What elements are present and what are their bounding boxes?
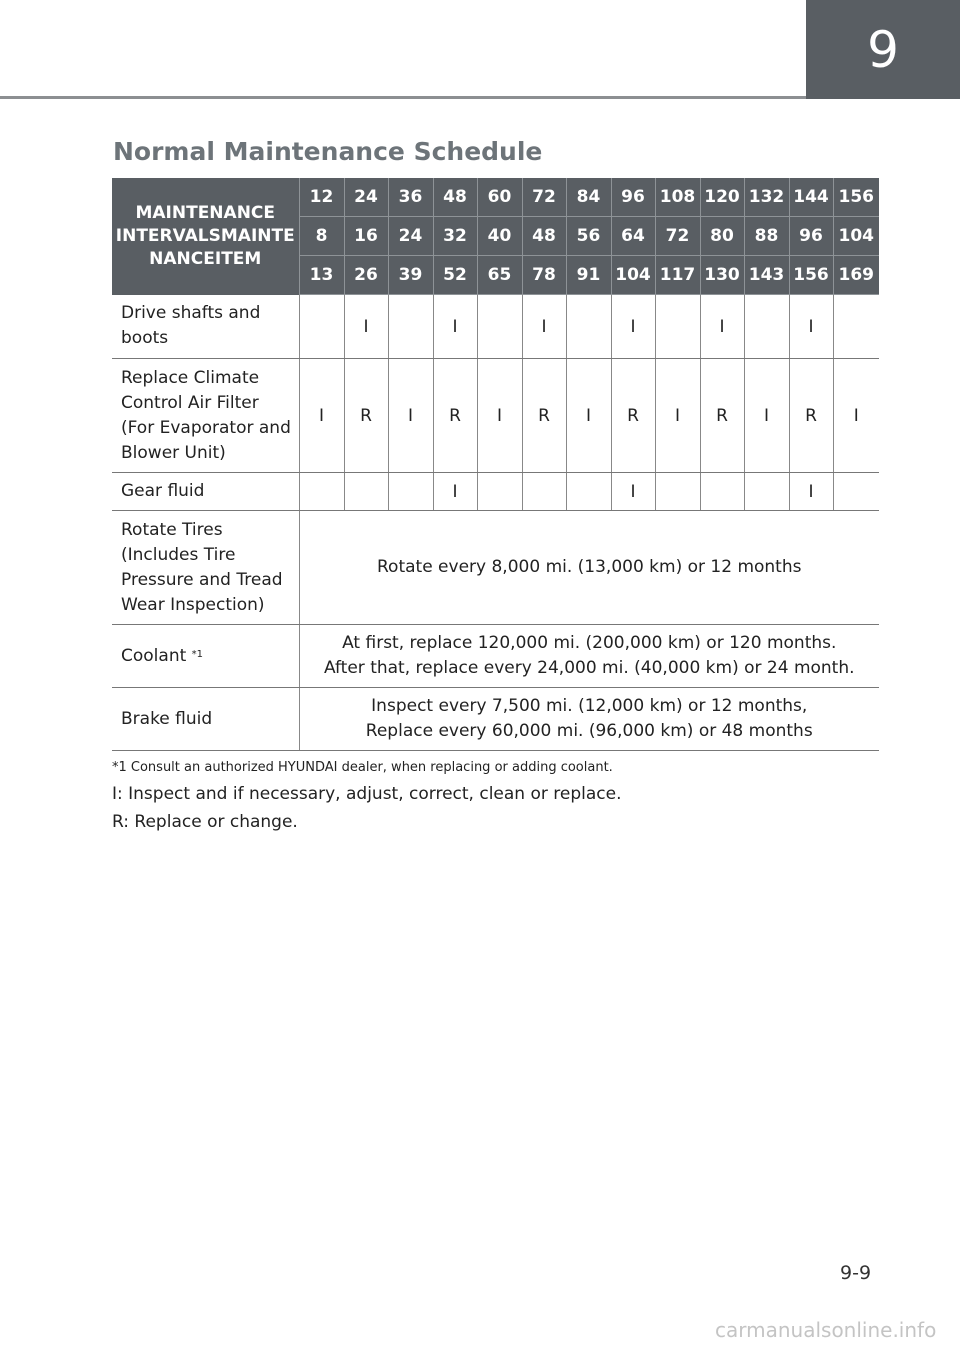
schedule-cell	[700, 473, 744, 511]
interval-value: 144	[789, 178, 833, 217]
schedule-cell: I	[655, 359, 700, 473]
schedule-cell	[388, 473, 433, 511]
interval-value: 84	[566, 178, 611, 217]
schedule-cell	[833, 473, 879, 511]
interval-value: 39	[388, 256, 433, 295]
page-number: 9-9	[840, 1262, 872, 1284]
interval-value: 16	[344, 217, 388, 256]
schedule-cell	[833, 295, 879, 359]
interval-value: 108	[655, 178, 700, 217]
interval-value: 96	[789, 217, 833, 256]
item-label: Gear fluid	[121, 481, 205, 501]
schedule-cell	[744, 473, 789, 511]
description-line: At first, replace 120,000 mi. (200,000 km) or 120 months.	[342, 633, 837, 653]
interval-value: 132	[744, 178, 789, 217]
maintenance-item	[112, 625, 299, 688]
interval-value: 143	[744, 256, 789, 295]
schedule-cell: R	[611, 359, 655, 473]
maintenance-table	[112, 178, 879, 751]
schedule-cell: I	[566, 359, 611, 473]
schedule-cell	[566, 295, 611, 359]
interval-value: 40	[477, 217, 522, 256]
maintenance-item	[112, 511, 299, 625]
schedule-cell: I	[344, 295, 388, 359]
interval-value: 91	[566, 256, 611, 295]
maintenance-item	[112, 688, 299, 751]
footnote: *1 Consult an authorized HYUNDAI dealer, when replacing or adding coolant.	[112, 760, 613, 775]
interval-value: 52	[433, 256, 477, 295]
schedule-cell	[744, 295, 789, 359]
interval-value: 117	[655, 256, 700, 295]
schedule-cell	[477, 295, 522, 359]
schedule-cell: R	[433, 359, 477, 473]
footnote-marker: *1	[191, 648, 204, 660]
schedule-description	[299, 688, 879, 751]
schedule-cell: R	[522, 359, 566, 473]
description-line: Replace every 60,000 mi. (96,000 km) or 48 months	[365, 721, 813, 741]
schedule-cell: I	[789, 295, 833, 359]
interval-value: 32	[433, 217, 477, 256]
schedule-cell	[522, 473, 566, 511]
schedule-cell: R	[700, 359, 744, 473]
item-label: Rotate Tires (Includes Tire Pressure and Tread Wear Inspection)	[121, 519, 283, 615]
header-rule	[0, 96, 806, 99]
table-row	[112, 511, 879, 625]
interval-value: 78	[522, 256, 566, 295]
interval-value: 8	[299, 217, 344, 256]
schedule-description	[299, 625, 879, 688]
interval-value: 65	[477, 256, 522, 295]
legend-replace: R: Replace or change.	[112, 812, 298, 832]
interval-value: 80	[700, 217, 744, 256]
watermark: carmanualsonline.info	[715, 1318, 937, 1342]
schedule-cell: I	[744, 359, 789, 473]
schedule-cell: I	[522, 295, 566, 359]
interval-value: 12	[299, 178, 344, 217]
schedule-cell: I	[299, 359, 344, 473]
interval-value: 48	[522, 217, 566, 256]
interval-value: 24	[344, 178, 388, 217]
interval-value: 24	[388, 217, 433, 256]
schedule-cell: R	[789, 359, 833, 473]
schedule-cell: I	[433, 295, 477, 359]
schedule-cell: R	[344, 359, 388, 473]
schedule-cell: I	[789, 473, 833, 511]
item-label: Brake fluid	[121, 708, 213, 729]
interval-value: 13	[299, 256, 344, 295]
schedule-cell	[655, 473, 700, 511]
interval-value: 72	[655, 217, 700, 256]
schedule-cell: I	[433, 473, 477, 511]
interval-value: 104	[833, 217, 879, 256]
interval-value: 48	[433, 178, 477, 217]
item-label: Drive shafts and boots	[121, 303, 261, 349]
schedule-cell	[388, 295, 433, 359]
interval-value: 120	[700, 178, 744, 217]
schedule-cell	[477, 473, 522, 511]
description-line: Rotate every 8,000 mi. (13,000 km) or 12 months	[377, 557, 802, 577]
interval-value: 130	[700, 256, 744, 295]
maintenance-item	[112, 359, 299, 473]
interval-value: 64	[611, 217, 655, 256]
schedule-cell: I	[388, 359, 433, 473]
table-row	[112, 473, 879, 511]
maintenance-item	[112, 295, 299, 359]
description-line: Inspect every 7,500 mi. (12,000 km) or 12 months,	[371, 696, 808, 716]
description-line: After that, replace every 24,000 mi. (40,000 km) or 24 month.	[323, 658, 855, 678]
interval-value: 169	[833, 256, 879, 295]
interval-value: 156	[789, 256, 833, 295]
schedule-cell	[566, 473, 611, 511]
interval-value: 96	[611, 178, 655, 217]
table-row	[112, 688, 879, 751]
interval-value: 156	[833, 178, 879, 217]
table-row	[112, 625, 879, 688]
interval-value: 36	[388, 178, 433, 217]
schedule-cell	[344, 473, 388, 511]
maintenance-item	[112, 473, 299, 511]
table-row	[112, 295, 879, 359]
interval-row	[112, 178, 879, 217]
interval-header: MAINTENANCE INTERVALSMAINTE NANCEITEM	[112, 178, 299, 295]
schedule-cell	[299, 295, 344, 359]
item-label: Coolant	[121, 645, 187, 666]
page-title: Normal Maintenance Schedule	[113, 137, 543, 166]
schedule-cell: I	[611, 295, 655, 359]
schedule-cell: I	[833, 359, 879, 473]
interval-value: 72	[522, 178, 566, 217]
schedule-cell: I	[477, 359, 522, 473]
schedule-cell: I	[700, 295, 744, 359]
schedule-cell	[299, 473, 344, 511]
item-label: Replace Climate Control Air Filter (For Evaporator and Blower Unit)	[121, 367, 291, 463]
legend-inspect: I: Inspect and if necessary, adjust, correct, clean or replace.	[112, 784, 622, 804]
schedule-cell	[655, 295, 700, 359]
interval-value: 26	[344, 256, 388, 295]
table-row	[112, 359, 879, 473]
interval-value: 56	[566, 217, 611, 256]
interval-value: 88	[744, 217, 789, 256]
chapter-tab: 9	[806, 0, 960, 99]
schedule-cell: I	[611, 473, 655, 511]
interval-value: 104	[611, 256, 655, 295]
schedule-description	[299, 511, 879, 625]
interval-value: 60	[477, 178, 522, 217]
